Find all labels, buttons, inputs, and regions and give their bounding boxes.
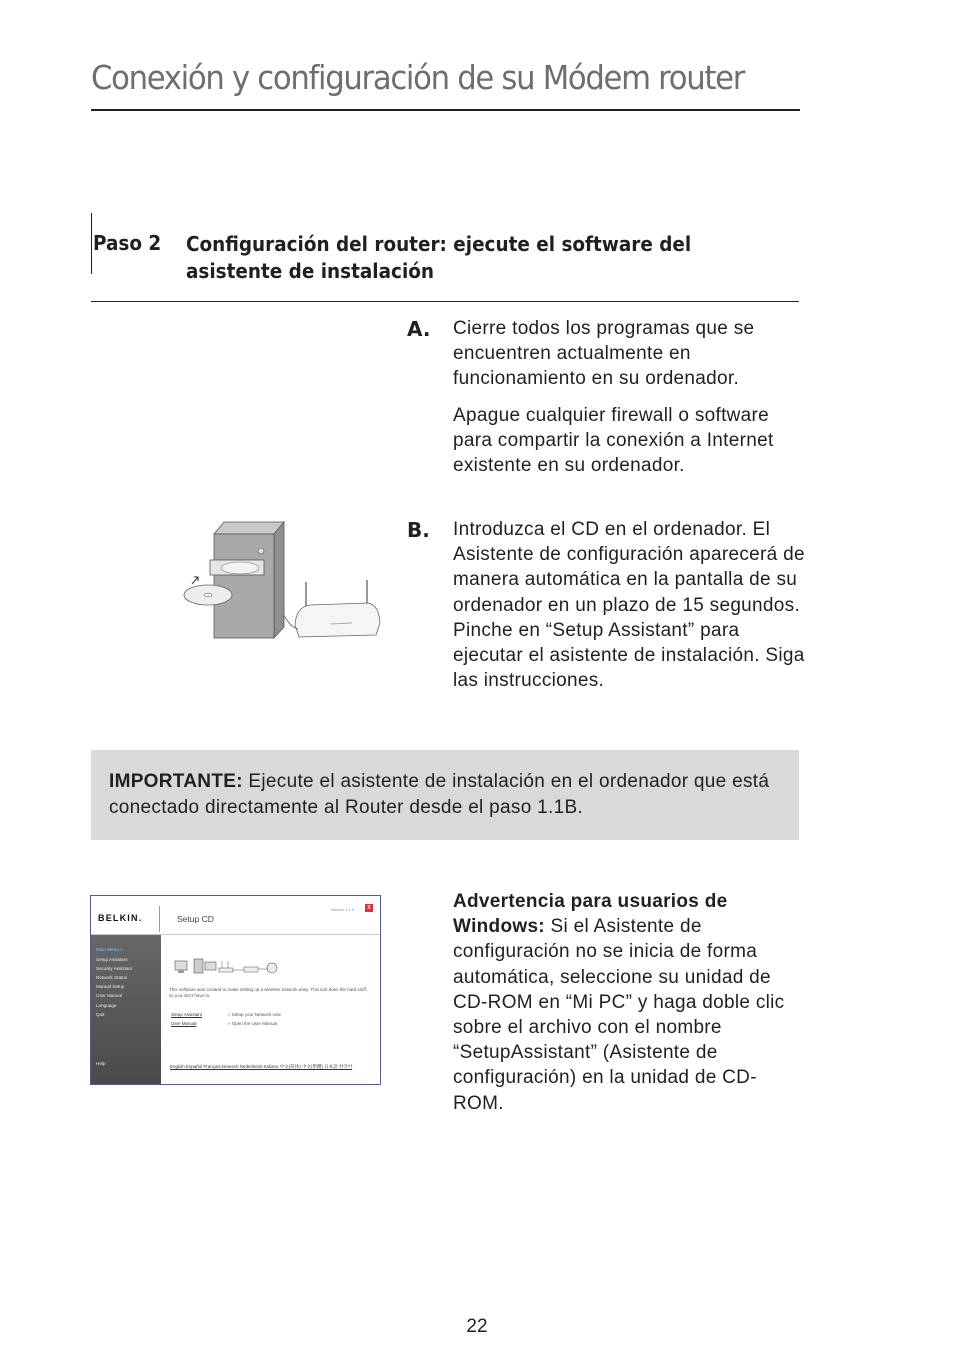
- screenshot-app-title: Setup CD: [177, 914, 214, 924]
- page-title: Conexión y configuración de su Módem router: [91, 58, 745, 97]
- setup-assistant-link: Setup Assistant: [171, 1012, 203, 1017]
- step-number: Paso 2: [93, 231, 162, 255]
- setup-cd-screenshot: [90, 895, 381, 1085]
- step-heading: Configuración del router: ejecute el software del asistente de instalación: [186, 232, 692, 283]
- sidebar-item-security-assistant: Security Assistant: [96, 966, 133, 971]
- user-manual-link: User Manual: [171, 1021, 197, 1026]
- screenshot-main-panel: [162, 935, 380, 1084]
- sidebar-item-user-manual: User Manual: [96, 993, 123, 998]
- computer-cd-router-illustration: [180, 515, 385, 645]
- important-notice: [109, 769, 789, 820]
- screenshot-header: [91, 896, 380, 935]
- belkin-logo: BELKIN.: [98, 913, 143, 923]
- warning-label: Advertencia para usuarios de Windows:: [453, 891, 728, 938]
- setup-assistant-desc: » Setup your Network now: [228, 1012, 281, 1017]
- computer-tower-icon: [210, 522, 284, 638]
- sidebar-item-language: Language: [96, 1003, 117, 1008]
- windows-warning: [453, 889, 798, 1116]
- language-links: English Español Français Deutsch Nederlands Italiano 中文(简体) 中文(繁體) 日本語 한국어: [170, 1064, 353, 1069]
- screenshot-sidebar: [91, 935, 161, 1084]
- step-marker-bar: [91, 213, 92, 274]
- header-separator: [159, 906, 160, 932]
- item-b-letter: B.: [407, 518, 430, 542]
- item-a-paragraph-2: Apague cualquier firewall o software para compartir la conexión a Internet existente en su ordenador.: [453, 405, 774, 477]
- item-b-paragraph: Introduzca el CD en el ordenador. El Asistente de configuración aparecerá de manera automática en la pantalla de su ordenador en un plazo de 15 segundos. Pinche en “Setup Assistant” para ejecutar el asistente de instalación. Siga las instrucciones.: [453, 519, 805, 692]
- page-number: 22: [466, 1316, 488, 1337]
- sidebar-item-setup-assistant: Setup Assistant: [96, 957, 128, 962]
- item-a-letter: A.: [407, 317, 431, 341]
- close-icon: x: [365, 904, 373, 912]
- step-divider: [91, 301, 799, 302]
- network-diagram-icon: [172, 957, 292, 979]
- screenshot-description: This software was created to make setting up a wireless network easy. This tool does the hard stuff, so you don't have to.: [169, 987, 368, 998]
- important-text: Ejecute el asistente de instalación en el ordenador que está conectado directamente al Router desde el paso 1.1B.: [109, 771, 770, 818]
- important-label: IMPORTANTE:: [109, 771, 243, 792]
- sidebar-item-main-menu: Main Menu >: [96, 947, 123, 952]
- item-a-paragraph-1: Cierre todos los programas que se encuentren actualmente en funcionamiento en su ordenador.: [453, 318, 755, 390]
- sidebar-item-manual-setup: Manual Setup: [96, 984, 125, 989]
- warning-text: Si el Asistente de configuración no se inicia de forma automática, seleccione su unidad de CD-ROM en “Mi PC” y haga doble clic sobre el archivo con el nombre “SetupAssistant” (Asistente de configuración) en la unidad de CD-ROM.: [453, 916, 785, 1114]
- sidebar-item-help: Help: [96, 1061, 106, 1066]
- sidebar-item-quit: Quit: [96, 1012, 105, 1017]
- sidebar-item-network-status: Network Status: [96, 975, 128, 980]
- title-divider: [91, 109, 800, 111]
- user-manual-desc: » Open the User Manual: [228, 1021, 278, 1026]
- router-icon: [284, 580, 380, 637]
- screenshot-version: Version 1.1.0: [330, 907, 354, 912]
